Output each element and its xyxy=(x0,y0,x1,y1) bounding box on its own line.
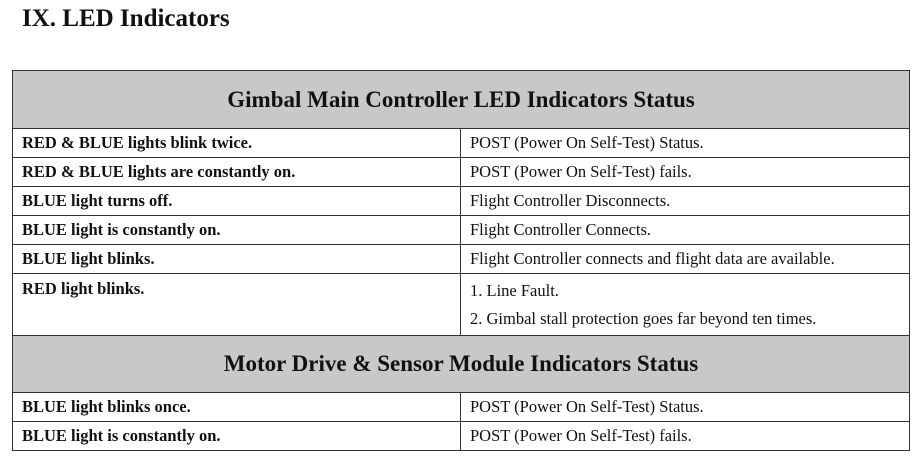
led-condition: BLUE light is constantly on. xyxy=(13,422,461,451)
table-row xyxy=(13,187,910,216)
led-status-list xyxy=(461,274,910,336)
led-condition: RED light blinks. xyxy=(13,274,461,336)
led-condition: BLUE light is constantly on. xyxy=(13,216,461,245)
led-status: Flight Controller Connects. xyxy=(461,216,910,245)
table-row xyxy=(13,393,910,422)
table-row xyxy=(13,245,910,274)
led-status-line: 1. Line Fault. xyxy=(470,280,559,300)
table-row xyxy=(13,216,910,245)
led-condition: RED & BLUE lights blink twice. xyxy=(13,129,461,158)
table-row xyxy=(13,274,910,336)
led-status: POST (Power On Self-Test) fails. xyxy=(461,422,910,451)
led-status: Flight Controller connects and flight data are available. xyxy=(461,245,910,274)
led-condition: BLUE light turns off. xyxy=(13,187,461,216)
led-status: Flight Controller Disconnects. xyxy=(461,187,910,216)
led-status-line: 2. Gimbal stall protection goes far beyond ten times. xyxy=(470,308,817,328)
led-status: POST (Power On Self-Test) fails. xyxy=(461,158,910,187)
led-status: POST (Power On Self-Test) Status. xyxy=(461,129,910,158)
led-status: POST (Power On Self-Test) Status. xyxy=(461,393,910,422)
led-condition: BLUE light blinks once. xyxy=(13,393,461,422)
table-row xyxy=(13,129,910,158)
section-heading-gimbal-main-controller: Gimbal Main Controller LED Indicators Status xyxy=(13,71,910,129)
page-title: IX. LED Indicators xyxy=(22,5,230,32)
section-heading-motor-drive-sensor-module: Motor Drive & Sensor Module Indicators Status xyxy=(13,336,910,393)
led-indicators-table xyxy=(12,70,910,451)
table-row xyxy=(13,422,910,451)
led-condition: BLUE light blinks. xyxy=(13,245,461,274)
led-condition: RED & BLUE lights are constantly on. xyxy=(13,158,461,187)
table-row xyxy=(13,158,910,187)
